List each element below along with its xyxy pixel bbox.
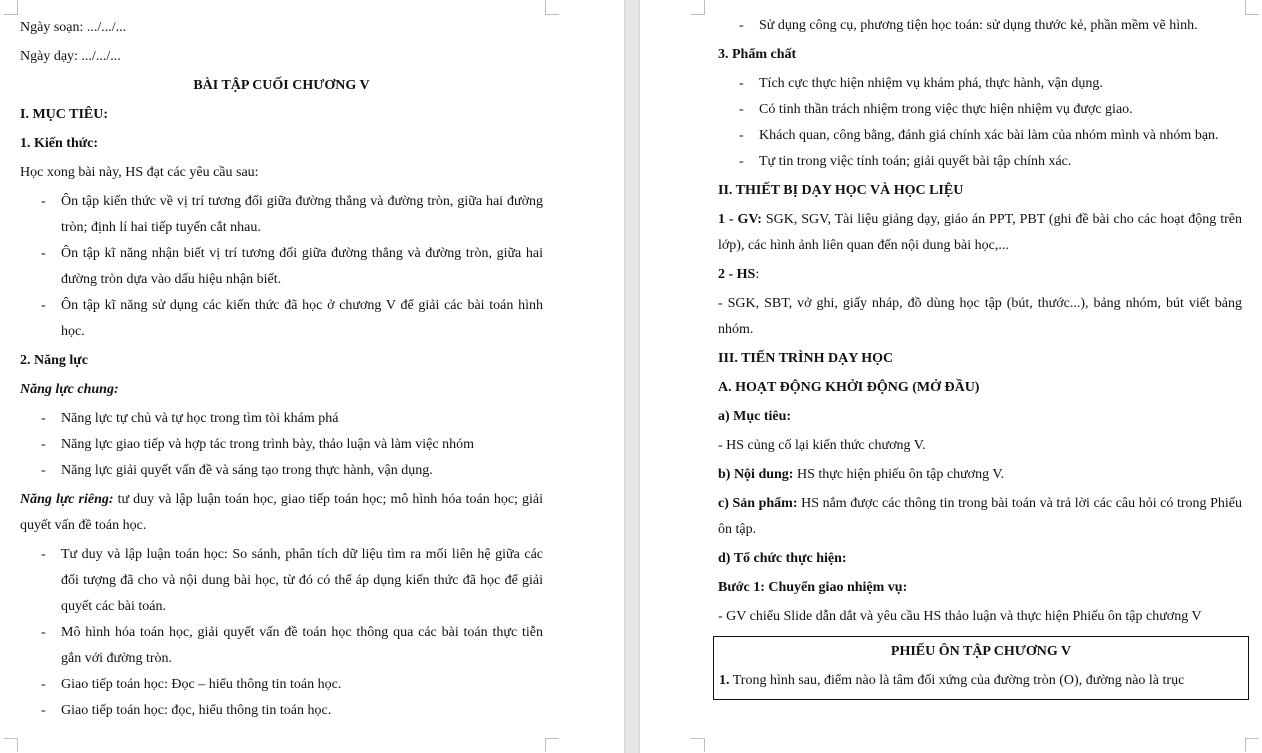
- review-sheet-title: PHIẾU ÔN TẬP CHƯƠNG V: [890, 644, 1072, 659]
- student-heading: [718, 262, 1242, 288]
- page-1-content[interactable]: [20, 15, 543, 724]
- gv-text: SGK, SGV, Tài liệu giảng dạy, giáo án PPT, PBT (ghi đề bài cho các hoạt động trên lớp), các hình ảnh liên quan đến nội dung bài học,...: [718, 212, 1242, 253]
- date-taught: Ngày dạy: .../.../...: [20, 49, 121, 64]
- goal-text: - HS củng cố lại kiến thức chương V.: [718, 438, 926, 453]
- corner-mark: [4, 0, 18, 15]
- list-item: - Tư duy và lập luận toán học: So sánh, phân tích dữ liệu tìm ra mối liên hệ giữa các đối tượng đã cho và nội dung bài học, từ đó có thể áp dụng kiến thức đã học để giải quyết các bài toán.: [20, 542, 543, 620]
- document-page-2: [640, 0, 1262, 753]
- section-process: III. TIẾN TRÌNH DẠY HỌC: [718, 351, 894, 366]
- list-item: - Năng lực giải quyết vấn đề và sáng tạo trong thực hành, vận dụng.: [20, 458, 543, 484]
- heading-competence: 2. Năng lực: [20, 353, 88, 368]
- corner-mark: [545, 738, 559, 752]
- corner-mark: [691, 0, 705, 15]
- heading-qualities: 3. Phẩm chất: [718, 47, 797, 62]
- product-text: HS nắm được các thông tin trong bài toán và trả lời các câu hỏi có trong Phiếu ôn tập.: [718, 496, 1242, 537]
- question-1: [719, 668, 1243, 694]
- list-item: - Năng lực tự chủ và tự học trong tìm tòi khám phá: [20, 406, 543, 432]
- specific-competence: [20, 487, 543, 539]
- teacher-materials: [718, 207, 1242, 259]
- list-item: - Năng lực giao tiếp và hợp tác trong trình bày, thảo luận và làm việc nhóm: [20, 432, 543, 458]
- page-gutter: [624, 0, 640, 753]
- list-item: - Giao tiếp toán học: Đọc – hiểu thông tin toán học.: [20, 672, 543, 698]
- document-page-1: [0, 0, 624, 753]
- section-warmup: A. HOẠT ĐỘNG KHỞI ĐỘNG (MỞ ĐẦU): [718, 380, 980, 395]
- list-item: - Khách quan, công bằng, đánh giá chính xác bài làm của nhóm mình và nhóm bạn.: [718, 123, 1242, 149]
- hs-colon: :: [755, 267, 760, 282]
- gv-label: 1 - GV:: [718, 212, 762, 227]
- list-item: - Ôn tập kĩ năng sử dụng các kiến thức đã học ở chương V để giải các bài toán hình học.: [20, 293, 543, 345]
- content-line: [718, 462, 1242, 488]
- student-materials: - SGK, SBT, vở ghi, giấy nháp, đồ dùng học tập (bút, thước...), bảng nhóm, bút viết bảng nhóm.: [718, 296, 1242, 337]
- heading-general-competence: Năng lực chung:: [20, 382, 119, 397]
- content-text: HS thực hiện phiếu ôn tập chương V.: [793, 467, 1005, 482]
- date-prepared: Ngày soạn: .../.../...: [20, 20, 127, 35]
- section-objectives: I. MỤC TIÊU:: [20, 107, 109, 122]
- list-item: - Sử dụng công cụ, phương tiện học toán: sử dụng thước kẻ, phần mềm vẽ hình.: [718, 13, 1242, 39]
- specific-text: tư duy và lập luận toán học, giao tiếp toán học; mô hình hóa toán học; giải quyết vấn đề toán học.: [20, 492, 544, 533]
- corner-mark: [4, 738, 18, 752]
- heading-step-1: Bước 1: Chuyển giao nhiệm vụ:: [718, 580, 908, 595]
- specific-label: Năng lực riêng:: [20, 492, 114, 507]
- corner-mark: [545, 0, 559, 15]
- product-label: c) Sản phẩm:: [718, 496, 798, 511]
- section-equipment: II. THIẾT BỊ DẠY HỌC VÀ HỌC LIỆU: [718, 183, 964, 198]
- list-item: - Ôn tập kĩ năng nhận biết vị trí tương đối giữa đường thẳng và đường tròn, giữa hai đường tròn dựa vào dấu hiệu nhận biết.: [20, 241, 543, 293]
- content-label: b) Nội dung:: [718, 467, 794, 482]
- question-text: Trong hình sau, điểm nào là tâm đối xứng của đường tròn (O), đường nào là trục: [729, 673, 1185, 688]
- heading-knowledge: 1. Kiến thức:: [20, 136, 99, 151]
- heading-organization: d) Tổ chức thực hiện:: [718, 551, 847, 566]
- list-item: - Có tinh thần trách nhiệm trong việc thực hiện nhiệm vụ được giao.: [718, 97, 1242, 123]
- page-2-content[interactable]: [718, 13, 1242, 700]
- heading-goal: a) Mục tiêu:: [718, 409, 792, 424]
- list-item: - Mô hình hóa toán học, giải quyết vấn đề toán học thông qua các bài toán thực tiễn gắn với đường tròn.: [20, 620, 543, 672]
- review-sheet-box: [713, 636, 1249, 700]
- step-1-text: - GV chiếu Slide dẫn dắt và yêu cầu HS thảo luận và thực hiện Phiếu ôn tập chương V: [718, 609, 1202, 624]
- corner-mark: [691, 738, 705, 752]
- corner-mark: [1245, 738, 1259, 752]
- product-line: [718, 491, 1242, 543]
- document-title: BÀI TẬP CUỐI CHƯƠNG V: [193, 78, 370, 93]
- knowledge-intro: Học xong bài này, HS đạt các yêu cầu sau:: [20, 165, 259, 180]
- question-number: 1.: [719, 673, 730, 688]
- corner-mark: [1245, 0, 1259, 15]
- list-item: - Tích cực thực hiện nhiệm vụ khám phá, thực hành, vận dụng.: [718, 71, 1242, 97]
- hs-label: 2 - HS: [718, 267, 756, 282]
- list-item: - Ôn tập kiến thức về vị trí tương đối giữa đường thẳng và đường tròn, giữa hai đường tròn; định lí hai tiếp tuyến cắt nhau.: [20, 189, 543, 241]
- list-item: - Tự tin trong việc tính toán; giải quyết bài tập chính xác.: [718, 149, 1242, 175]
- list-item: - Giao tiếp toán học: đọc, hiểu thông tin toán học.: [20, 698, 543, 724]
